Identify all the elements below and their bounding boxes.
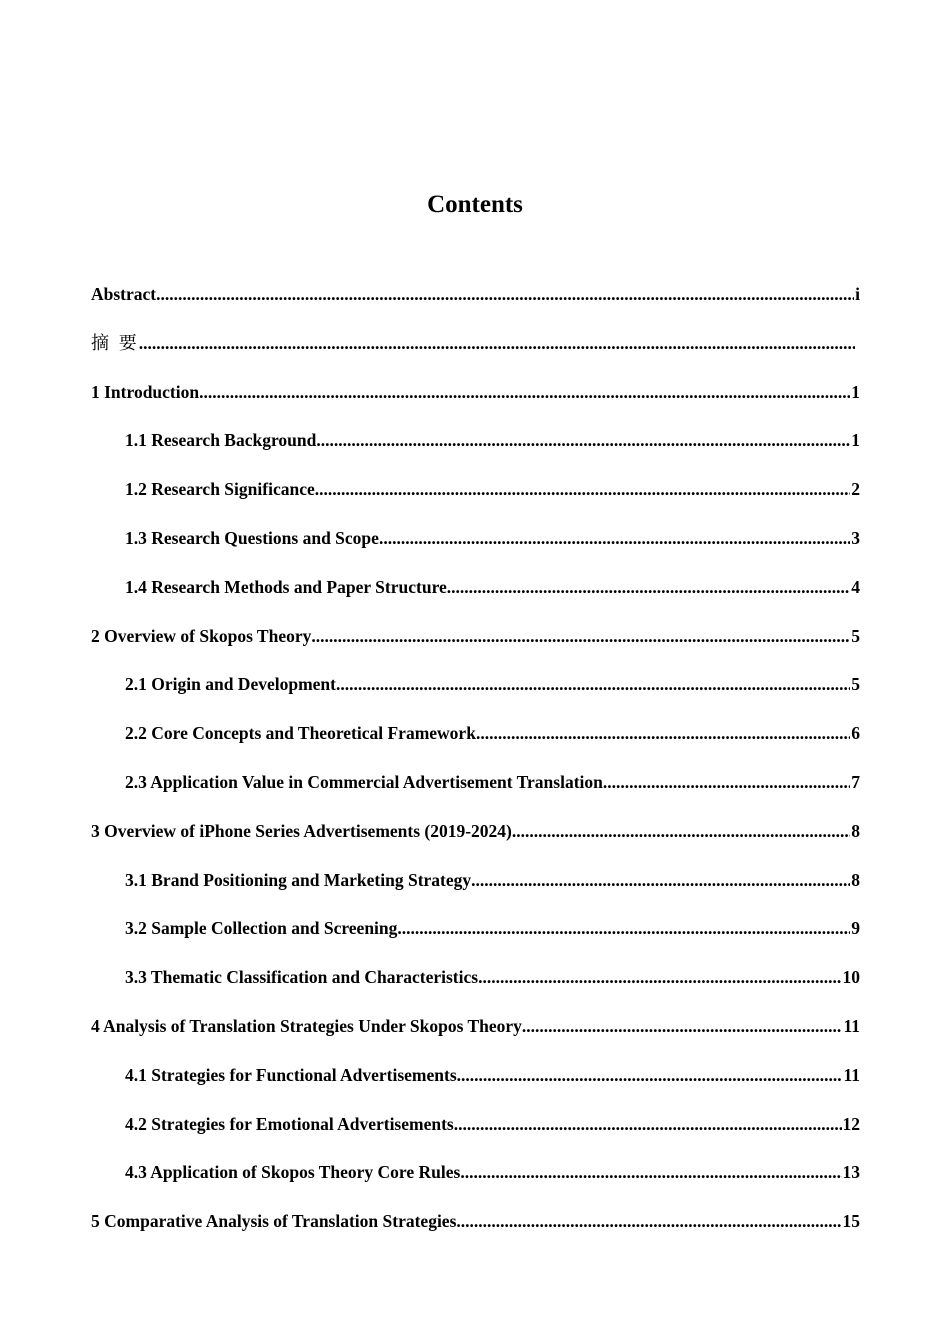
toc-entry-label: 3.2 Sample Collection and Screening [125, 918, 398, 939]
toc-entry-page: 8 [851, 869, 860, 890]
toc-dot-leader [156, 279, 854, 309]
toc-entry-page: 1 [851, 430, 860, 451]
toc-entry-abstract[interactable] [91, 279, 860, 328]
toc-entry-label: 4.2 Strategies for Emotional Advertisements [125, 1113, 454, 1134]
toc-entry-label: 1.3 Research Questions and Scope [125, 527, 379, 548]
toc-dot-leader [311, 621, 850, 651]
toc-entry-page: 8 [851, 820, 860, 841]
toc-entry-label: 4.1 Strategies for Functional Advertisements [125, 1064, 457, 1085]
toc-entry-label: 3.3 Thematic Classification and Characteristics [125, 967, 479, 988]
toc-entry-page: 12 [842, 1113, 860, 1134]
toc-entry-section-3-1[interactable] [91, 865, 860, 914]
toc-dot-leader [336, 669, 850, 699]
toc-entry-section-4-3[interactable] [91, 1157, 860, 1206]
toc-dot-leader [379, 523, 850, 553]
toc-dot-leader [139, 328, 855, 358]
toc-dot-leader [460, 1157, 841, 1187]
toc-entry-page: 2 [851, 479, 860, 500]
toc-entry-label: 2 Overview of Skopos Theory [91, 625, 312, 646]
toc-entry-section-4-1[interactable] [91, 1060, 860, 1109]
toc-entry-section-1-3[interactable] [91, 523, 860, 572]
toc-dot-leader [316, 425, 850, 455]
toc-entry-page: i [855, 284, 860, 304]
toc-entry-label: 2.2 Core Concepts and Theoretical Framework [125, 723, 476, 744]
table-of-contents [91, 279, 860, 1255]
toc-dot-leader [456, 1206, 841, 1236]
toc-dot-leader [522, 1011, 843, 1041]
page-title: Contents [427, 191, 523, 218]
toc-entry-chapter-3[interactable] [91, 816, 860, 865]
toc-entry-label: 3 Overview of iPhone Series Advertisements (2019-2024) [91, 820, 512, 841]
toc-entry-label: 1.1 Research Background [125, 430, 317, 451]
toc-dot-leader [315, 474, 851, 504]
toc-entry-label: 1 Introduction [91, 381, 200, 402]
toc-entry-section-3-2[interactable] [91, 913, 860, 962]
toc-entry-page: 5 [851, 674, 860, 695]
toc-entry-section-3-3[interactable] [91, 962, 860, 1011]
toc-dot-leader [471, 865, 850, 895]
toc-entry-page: 9 [851, 918, 860, 939]
toc-dot-leader [447, 572, 850, 602]
toc-dot-leader [476, 718, 850, 748]
toc-dot-leader [199, 377, 850, 407]
toc-entry-page: 10 [842, 967, 860, 988]
toc-dot-leader [397, 913, 850, 943]
toc-dot-leader [603, 767, 850, 797]
toc-entry-section-1-1[interactable] [91, 425, 860, 474]
toc-entry-page: 3 [851, 527, 860, 548]
toc-entry-chapter-2[interactable] [91, 621, 860, 670]
toc-entry-section-4-2[interactable] [91, 1109, 860, 1158]
toc-entry-chapter-4[interactable] [91, 1011, 860, 1060]
toc-entry-label: 摘 要 [91, 332, 139, 354]
toc-entry-section-1-2[interactable] [91, 474, 860, 523]
toc-entry-label: 4.3 Application of Skopos Theory Core Rules [125, 1162, 461, 1183]
toc-entry-label: 1.4 Research Methods and Paper Structure [125, 576, 447, 597]
toc-entry-page: 11 [843, 1064, 860, 1085]
toc-entry-page: 4 [851, 576, 860, 597]
toc-entry-page: 13 [842, 1162, 860, 1183]
toc-entry-label: 2.3 Application Value in Commercial Advertisement Translation [125, 771, 603, 792]
toc-entry-chapter-5[interactable] [91, 1206, 860, 1255]
toc-entry-label: 2.1 Origin and Development [125, 674, 336, 695]
toc-entry-chinese-abstract[interactable] [91, 328, 860, 377]
toc-entry-label: Abstract [91, 284, 157, 304]
toc-entry-label: 3.1 Brand Positioning and Marketing Strategy [125, 869, 472, 890]
toc-entry-chapter-1[interactable] [91, 377, 860, 426]
toc-entry-section-2-1[interactable] [91, 669, 860, 718]
toc-entry-page: 15 [842, 1211, 860, 1232]
toc-entry-page: 11 [843, 1015, 860, 1036]
toc-entry-page: 7 [851, 771, 860, 792]
toc-dot-leader [478, 962, 841, 992]
toc-entry-section-2-2[interactable] [91, 718, 860, 767]
toc-entry-page: 1 [851, 381, 860, 402]
toc-entry-label: 5 Comparative Analysis of Translation Strategies [91, 1211, 457, 1232]
toc-entry-label: 1.2 Research Significance [125, 479, 315, 500]
toc-entry-section-1-4[interactable] [91, 572, 860, 621]
toc-entry-label: 4 Analysis of Translation Strategies Under Skopos Theory [91, 1015, 522, 1036]
toc-dot-leader [454, 1109, 842, 1139]
toc-entry-page: 6 [851, 723, 860, 744]
toc-dot-leader [512, 816, 850, 846]
toc-dot-leader [457, 1060, 843, 1090]
toc-entry-page: 5 [851, 625, 860, 646]
toc-entry-section-2-3[interactable] [91, 767, 860, 816]
